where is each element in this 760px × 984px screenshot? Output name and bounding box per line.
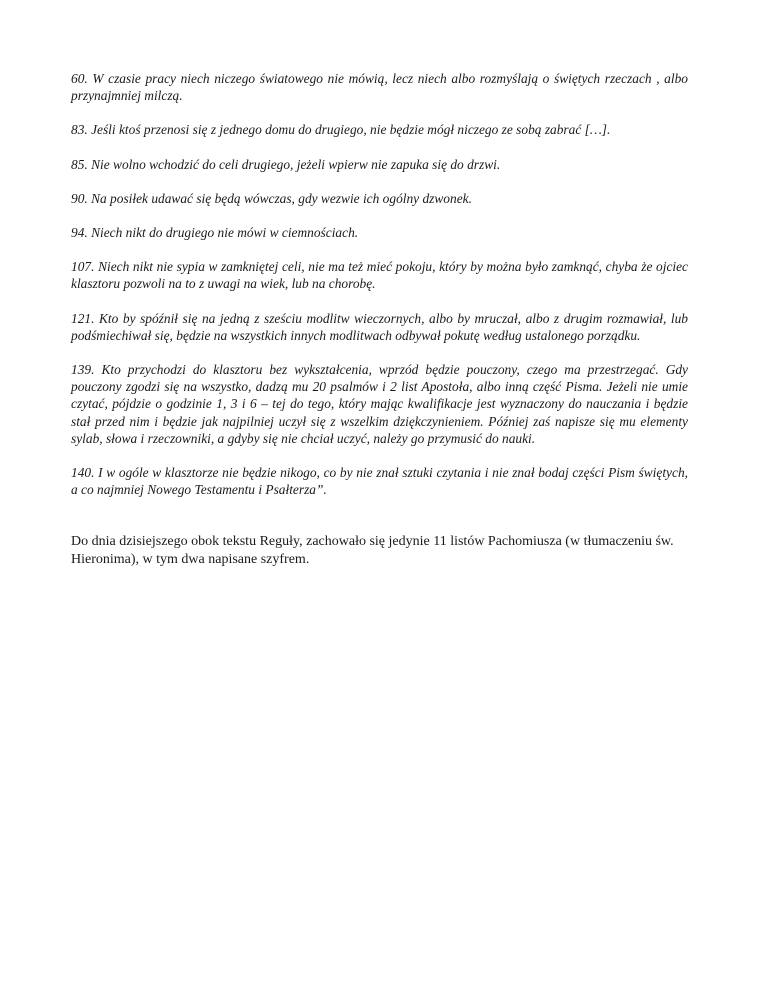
- rule-90: 90. Na posiłek udawać się będą wówczas, gdy wezwie ich ogólny dzwonek.: [71, 190, 472, 206]
- rule-121: 121. Kto by spóźnił się na jedną z sześciu modlitw wieczornych, albo by mruczał, albo z drugim rozmawiał, lub podśmiechiwał się, będzie na wszystkich innych modlitwach odbywał pokutę według ustalonego porządku.: [71, 310, 688, 343]
- closing-paragraph: Do dnia dzisiejszego obok tekstu Reguły, zachowało się jedynie 11 listów Pachomiusza (w tłumaczeniu św. Hieronima), w tym dwa napisane szyfrem.: [71, 534, 674, 568]
- rule-60: 60. W czasie pracy niech niczego światowego nie mówią, lecz niech albo rozmyślają o świętych rzeczach , albo przynajmniej milczą.: [71, 71, 688, 104]
- rule-107: 107. Niech nikt nie sypia w zamkniętej celi, nie ma też mieć pokoju, który by można było zamknąć, chyba że ojciec klasztoru pozwoli na to z uwagi na wiek, lub na chorobę.: [71, 259, 688, 292]
- rule-94: 94. Niech nikt do drugiego nie mówi w ciemnościach.: [71, 225, 359, 241]
- rule-139: 139. Kto przychodzi do klasztoru bez wykształcenia, wprzód będzie pouczony, czego ma przestrzegać. Gdy pouczony zgodzi się na wszystko, dadzą mu 20 psalmów i 2 list Apostoła, albo inną część Pisma. Jeżeli nie umie czytać, pójdzie o godzinie 1, 3 i 6 – tej do tego, który mając kwalifikacje jest wyznaczony do nauczania i będzie stał przed nim i będzie jak najpilniej uczył się z wszelkim dziękczynieniem. Później zaś napisze się mu elementy sylab, słowa i rzeczowniki, a gdyby się nie chciał uczyć, należy go przymusić do nauki.: [71, 362, 688, 446]
- document-page: [71, 70, 688, 569]
- rule-140: 140. I w ogóle w klasztorze nie będzie nikogo, co by nie znał sztuki czytania i nie znał bodaj części Pism świętych, a co najmniej Nowego Testamentu i Psałterza”.: [71, 465, 688, 498]
- rule-83: 83. Jeśli ktoś przenosi się z jednego domu do drugiego, nie będzie mógł niczego ze sobą zabrać […].: [71, 122, 611, 138]
- rule-85: 85. Nie wolno wchodzić do celi drugiego, jeżeli wpierw nie zapuka się do drzwi.: [71, 156, 501, 172]
